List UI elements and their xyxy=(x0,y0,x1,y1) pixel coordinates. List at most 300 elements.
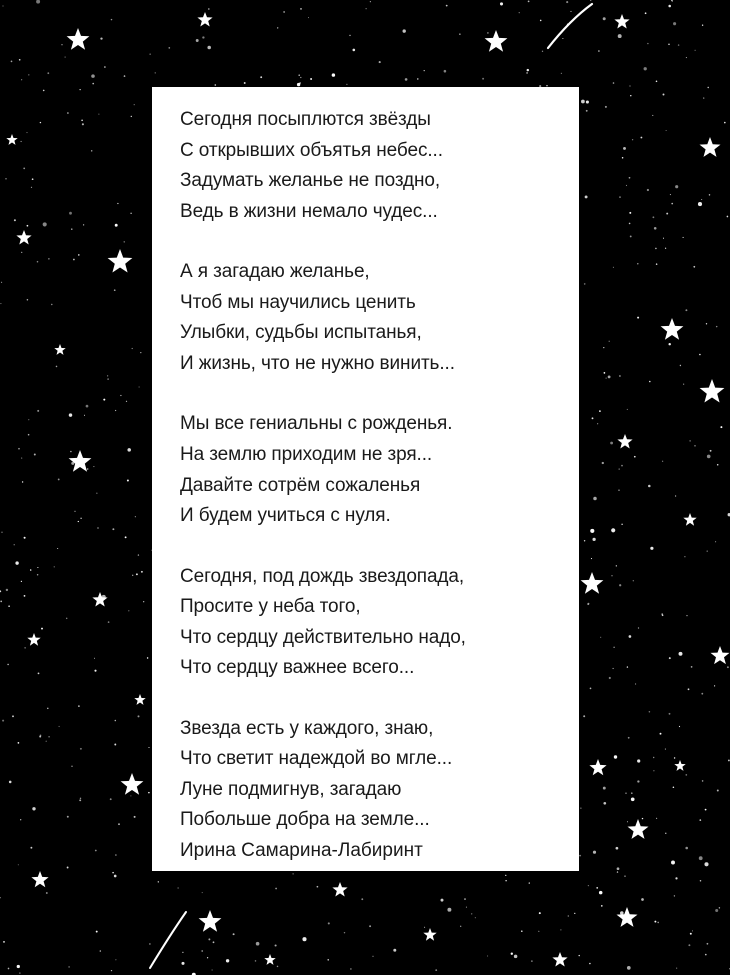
star-dot xyxy=(593,497,597,501)
star-dot xyxy=(684,556,685,557)
star-dot xyxy=(621,465,623,467)
star-dot xyxy=(208,8,210,10)
star-dot xyxy=(41,628,43,630)
star-dot xyxy=(93,466,94,467)
star-dot xyxy=(18,742,20,744)
star-dot xyxy=(182,952,183,953)
star-dot xyxy=(610,442,613,445)
star-dot xyxy=(707,550,708,551)
star-dot xyxy=(709,194,710,195)
star-dot xyxy=(631,792,633,794)
star-dot xyxy=(699,354,701,356)
star-dot xyxy=(48,736,50,738)
poem-line: Что сердцу важнее всего... xyxy=(180,657,415,679)
star-dot xyxy=(629,635,632,638)
star-dot xyxy=(207,46,211,50)
star-dot xyxy=(28,419,29,420)
star-icon xyxy=(711,646,730,664)
star-dot xyxy=(131,116,132,117)
star-dot xyxy=(134,104,135,105)
star-dot xyxy=(95,850,97,852)
star-dot xyxy=(688,688,690,690)
star-dot xyxy=(8,605,10,607)
star-dot xyxy=(702,780,704,782)
star-dot xyxy=(317,886,319,888)
star-dot xyxy=(37,574,38,575)
star-dot xyxy=(39,736,41,738)
star-dot xyxy=(471,913,472,914)
star-dot xyxy=(630,95,631,96)
star-dot xyxy=(2,720,4,722)
poem-line: Сегодня, под дождь звездопада, xyxy=(180,565,465,587)
star-dot xyxy=(19,59,21,61)
star-dot xyxy=(139,387,140,388)
star-dot xyxy=(447,908,451,912)
star-dot xyxy=(716,326,717,327)
star-dot xyxy=(115,224,118,227)
poem-line: Побольше добра на земле... xyxy=(180,809,430,831)
star-dot xyxy=(441,899,444,902)
star-dot xyxy=(111,19,112,20)
star-dot xyxy=(22,481,23,482)
star-icon xyxy=(16,230,31,245)
star-dot xyxy=(641,898,644,901)
star-icon xyxy=(700,137,721,157)
star-dot xyxy=(587,604,589,606)
star-dot xyxy=(464,898,466,900)
star-dot xyxy=(424,927,425,928)
star-dot xyxy=(403,29,406,32)
star-dot xyxy=(148,747,149,748)
star-dot xyxy=(605,106,607,108)
star-dot xyxy=(112,872,114,874)
star-dot xyxy=(125,536,127,538)
star-dot xyxy=(208,938,210,940)
star-dot xyxy=(542,51,543,52)
poem-line: И будем учиться с нуля. xyxy=(180,505,391,527)
star-dot xyxy=(666,130,667,131)
star-dot xyxy=(629,177,631,179)
star-dot xyxy=(127,479,129,481)
star-dot xyxy=(18,448,20,450)
star-dot xyxy=(590,529,594,533)
star-icon xyxy=(581,572,604,594)
star-dot xyxy=(585,195,588,198)
star-dot xyxy=(668,44,670,46)
star-dot xyxy=(691,666,693,668)
star-dot xyxy=(298,74,299,75)
star-dot xyxy=(46,892,48,894)
star-dot xyxy=(670,194,671,195)
star-dot xyxy=(114,875,117,878)
star-dot xyxy=(584,540,585,541)
star-dot xyxy=(574,913,575,914)
star-dot xyxy=(648,485,651,488)
star-dot xyxy=(277,27,278,28)
star-dot xyxy=(9,781,12,784)
star-dot xyxy=(0,897,1,898)
star-dot xyxy=(255,960,257,962)
star-dot xyxy=(679,726,680,727)
star-dot xyxy=(327,959,328,960)
star-dot xyxy=(521,930,523,932)
star-dot xyxy=(71,228,72,229)
star-dot xyxy=(647,43,648,44)
star-dot xyxy=(655,248,657,250)
star-dot xyxy=(638,627,639,628)
star-dot xyxy=(292,873,293,874)
poem-line: Ведь в жизни немало чудес... xyxy=(180,200,438,222)
star-dot xyxy=(98,114,99,115)
star-dot xyxy=(256,942,260,946)
star-dot xyxy=(669,657,671,659)
star-dot xyxy=(705,809,707,811)
star-dot xyxy=(603,347,604,348)
star-dot xyxy=(620,911,624,915)
star-dot xyxy=(86,405,89,408)
star-dot xyxy=(91,74,95,78)
poem-line: Что сердцу действительно надо, xyxy=(180,626,466,648)
star-dot xyxy=(727,216,729,218)
star-dot xyxy=(588,885,589,886)
star-dot xyxy=(724,122,726,124)
star-dot xyxy=(124,241,125,242)
star-icon xyxy=(197,12,212,27)
star-icon xyxy=(108,249,133,273)
star-icon xyxy=(552,952,567,967)
star-dot xyxy=(126,401,127,402)
star-dot xyxy=(117,203,118,204)
star-dot xyxy=(671,203,673,205)
poem-author: Ирина Самарина-Лабиринт xyxy=(180,840,423,862)
star-dot xyxy=(505,880,506,881)
star-dot xyxy=(593,851,596,854)
star-dot xyxy=(579,955,580,956)
star-dot xyxy=(373,956,374,957)
star-dot xyxy=(130,213,131,214)
star-dot xyxy=(466,907,467,908)
star-dot xyxy=(678,44,679,45)
star-dot xyxy=(529,882,530,883)
stanza-1 xyxy=(180,105,569,227)
star-dot xyxy=(51,304,52,305)
poem-line: Что светит надеждой во мгле... xyxy=(180,748,453,770)
star-dot xyxy=(100,950,102,952)
star-dot xyxy=(720,426,722,428)
star-dot xyxy=(715,541,716,542)
star-dot xyxy=(80,798,81,799)
star-dot xyxy=(668,5,671,8)
star-dot xyxy=(58,478,60,480)
star-dot xyxy=(202,892,203,893)
star-dot xyxy=(603,787,606,790)
star-dot xyxy=(579,855,581,857)
star-dot xyxy=(92,83,94,85)
star-dot xyxy=(87,468,88,469)
star-dot xyxy=(40,122,41,123)
star-dot xyxy=(699,856,703,860)
star-dot xyxy=(308,17,309,18)
star-dot xyxy=(613,82,615,84)
star-dot xyxy=(82,123,84,125)
star-dot xyxy=(26,132,27,133)
star-icon xyxy=(423,928,436,941)
star-dot xyxy=(511,953,513,955)
star-dot xyxy=(701,199,702,200)
star-dot xyxy=(656,263,658,265)
star-dot xyxy=(690,933,692,935)
star-dot xyxy=(647,189,649,191)
star-dot xyxy=(28,74,29,75)
star-dot xyxy=(54,566,55,567)
star-dot xyxy=(603,17,606,20)
star-dot xyxy=(598,50,600,52)
stanza-2 xyxy=(180,257,569,379)
star-icon xyxy=(628,819,649,839)
star-dot xyxy=(6,589,8,591)
star-dot xyxy=(475,917,476,918)
poem-line: На землю приходим не зря... xyxy=(180,443,433,465)
star-dot xyxy=(527,69,529,71)
star-dot xyxy=(444,70,447,73)
star-dot xyxy=(115,854,117,856)
star-dot xyxy=(17,965,20,968)
star-dot xyxy=(701,693,703,695)
star-dot xyxy=(675,185,678,188)
star-dot xyxy=(32,178,34,180)
star-dot xyxy=(43,222,47,226)
star-icon xyxy=(264,954,275,965)
star-dot xyxy=(685,774,687,776)
star-dot xyxy=(627,966,631,970)
star-dot xyxy=(562,38,563,39)
star-icon xyxy=(332,882,347,897)
star-dot xyxy=(665,749,666,750)
shooting-star-trail-bottom xyxy=(150,912,186,968)
star-dot xyxy=(21,141,22,142)
star-dot xyxy=(94,670,96,672)
star-dot xyxy=(302,937,306,941)
star-dot xyxy=(80,518,81,519)
star-dot xyxy=(583,715,585,717)
star-dot xyxy=(67,112,69,114)
poem-card xyxy=(152,87,579,871)
star-dot xyxy=(704,862,708,866)
star-dot xyxy=(671,861,675,865)
star-dot xyxy=(134,816,136,818)
star-dot xyxy=(96,493,97,494)
star-dot xyxy=(617,867,620,870)
star-dot xyxy=(707,87,708,88)
star-dot xyxy=(132,575,133,576)
star-dot xyxy=(74,511,75,512)
star-dot xyxy=(570,11,571,12)
star-dot xyxy=(11,61,13,63)
star-dot xyxy=(539,912,541,914)
star-dot xyxy=(14,219,16,221)
star-dot xyxy=(138,715,140,717)
star-dot xyxy=(2,5,3,6)
star-dot xyxy=(136,573,138,575)
star-dot xyxy=(652,216,654,218)
star-dot xyxy=(675,877,677,879)
star-dot xyxy=(626,185,627,186)
star-dot xyxy=(344,932,345,933)
star-dot xyxy=(589,963,591,965)
star-dot xyxy=(56,366,58,368)
star-dot xyxy=(665,248,666,249)
star-dot xyxy=(673,786,675,788)
star-dot xyxy=(15,561,18,564)
star-dot xyxy=(584,283,586,285)
star-dot xyxy=(662,461,663,462)
star-dot xyxy=(714,685,715,686)
star-dot xyxy=(627,821,628,822)
star-icon xyxy=(121,773,144,795)
star-dot xyxy=(695,50,696,51)
star-dot xyxy=(207,957,208,958)
star-dot xyxy=(393,949,396,952)
star-dot xyxy=(46,741,47,742)
star-dot xyxy=(663,238,664,239)
star-dot xyxy=(609,677,611,679)
star-dot xyxy=(244,82,246,84)
star-dot xyxy=(69,413,72,416)
star-dot xyxy=(0,303,1,304)
star-dot xyxy=(679,652,683,656)
star-dot xyxy=(599,410,601,412)
star-dot xyxy=(568,915,569,916)
star-dot xyxy=(633,580,634,581)
star-dot xyxy=(12,715,14,717)
star-dot xyxy=(627,666,628,667)
star-dot xyxy=(84,415,85,416)
star-icon xyxy=(54,344,65,355)
star-dot xyxy=(94,658,95,659)
star-dot xyxy=(519,12,520,13)
star-dot xyxy=(460,926,461,927)
star-dot xyxy=(65,57,66,58)
star-dot xyxy=(108,621,110,623)
star-dot xyxy=(30,569,32,571)
star-dot xyxy=(80,89,81,90)
star-dot xyxy=(370,1,371,2)
star-icon xyxy=(617,907,638,927)
star-dot xyxy=(640,137,642,139)
star-dot xyxy=(300,77,301,78)
star-dot xyxy=(14,544,15,545)
poem-line: Давайте сотрём сожаленья xyxy=(180,474,421,496)
star-dot xyxy=(149,943,150,944)
star-dot xyxy=(24,595,26,597)
star-dot xyxy=(619,375,621,377)
star-dot xyxy=(500,2,503,5)
star-dot xyxy=(297,83,300,86)
star-dot xyxy=(70,451,72,453)
star-dot xyxy=(0,601,2,603)
star-dot xyxy=(621,524,622,525)
star-dot xyxy=(47,708,48,709)
star-dot xyxy=(699,819,701,821)
star-dot xyxy=(446,5,448,7)
star-dot xyxy=(67,867,69,869)
star-dot xyxy=(531,960,532,961)
star-dot xyxy=(487,32,489,34)
star-icon xyxy=(92,592,107,607)
poem-line: Сегодня посыплются звёзды xyxy=(180,109,431,130)
star-dot xyxy=(405,78,408,81)
star-icon xyxy=(614,14,629,29)
poem-text xyxy=(180,105,569,867)
poem-line: Улыбки, судьбы испытанья, xyxy=(180,322,422,344)
star-dot xyxy=(581,100,585,104)
star-dot xyxy=(110,798,112,800)
star-dot xyxy=(613,668,614,669)
star-dot xyxy=(21,581,22,582)
star-dot xyxy=(107,375,108,376)
star-dot xyxy=(352,49,355,52)
star-dot xyxy=(668,343,670,345)
star-dot xyxy=(613,267,614,268)
star-dot xyxy=(19,973,20,974)
star-dot xyxy=(361,898,363,900)
star-dot xyxy=(683,237,684,238)
star-dot xyxy=(59,726,60,727)
star-dot xyxy=(277,966,279,968)
star-dot xyxy=(128,610,129,611)
star-dot xyxy=(138,554,139,555)
star-dot xyxy=(710,450,712,452)
star-dot xyxy=(629,223,631,225)
star-dot xyxy=(112,528,114,530)
star-dot xyxy=(634,456,636,458)
star-dot xyxy=(369,925,371,927)
star-icon xyxy=(199,910,222,932)
star-dot xyxy=(656,818,657,819)
star-dot xyxy=(591,558,592,559)
star-dot xyxy=(147,657,148,658)
star-dot xyxy=(47,72,49,74)
star-dot xyxy=(693,266,695,268)
star-dot xyxy=(349,35,350,36)
star-dot xyxy=(673,22,676,25)
star-dot xyxy=(79,799,81,801)
poem-line: Звезда есть у каждого, знаю, xyxy=(180,717,434,739)
star-dot xyxy=(275,944,277,946)
star-dot xyxy=(96,931,98,933)
star-dot xyxy=(69,212,72,215)
star-dot xyxy=(650,547,653,550)
star-dot xyxy=(34,454,36,456)
star-icon xyxy=(6,134,17,145)
poem-line: И жизнь, что не нужно винить... xyxy=(180,352,455,374)
star-dot xyxy=(707,943,709,945)
star-dot xyxy=(83,224,84,225)
star-dot xyxy=(609,341,610,342)
star-dot xyxy=(642,818,643,819)
star-dot xyxy=(328,922,330,924)
star-dot xyxy=(592,538,595,541)
star-dot xyxy=(680,365,681,366)
star-dot xyxy=(514,955,518,959)
star-dot xyxy=(31,187,32,188)
star-icon xyxy=(31,871,48,887)
star-dot xyxy=(202,36,204,38)
star-dot xyxy=(686,615,687,616)
star-dot xyxy=(27,299,29,301)
star-dot xyxy=(275,888,277,890)
star-dot xyxy=(21,458,22,459)
